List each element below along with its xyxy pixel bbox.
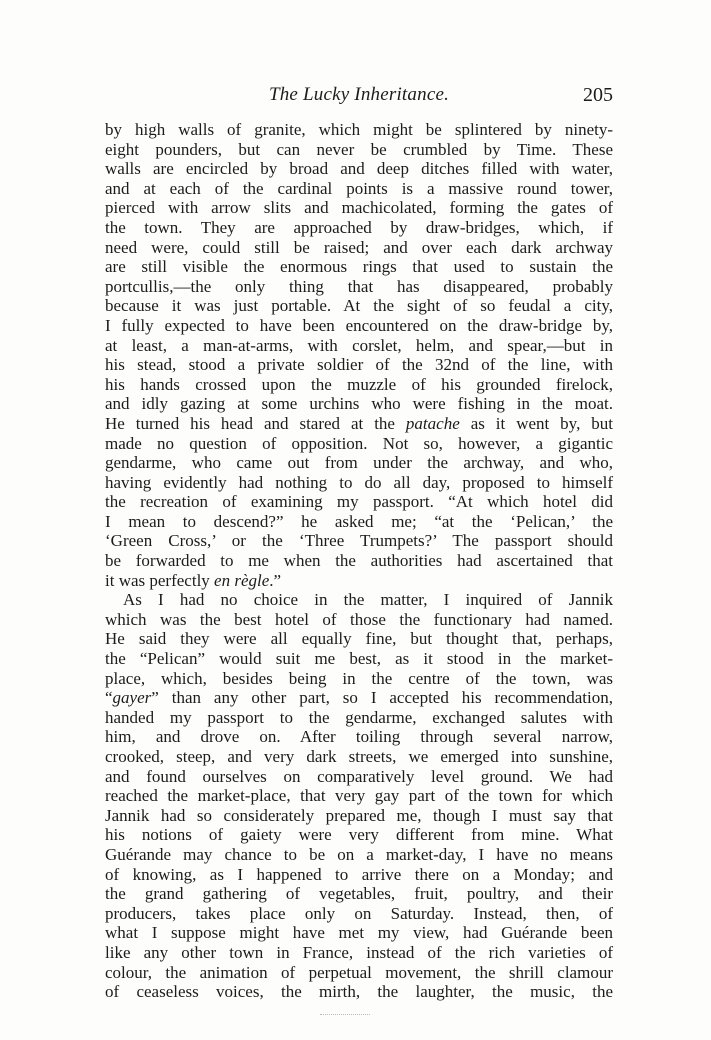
- text-line: [105, 198, 613, 218]
- text-line: [105, 394, 613, 414]
- text-segment: pierced with arrow slits and machicolated, forming the gates of: [105, 198, 613, 218]
- text-segment: Guérande may chance to be on a market-day, I have no means: [105, 844, 613, 864]
- text-line: [105, 629, 613, 649]
- text-line: [105, 747, 613, 767]
- text-line: [105, 904, 613, 924]
- text-line: [105, 551, 613, 571]
- text-segment: it was perfectly: [105, 570, 215, 590]
- text-line: [105, 825, 613, 845]
- text-line: [105, 786, 613, 806]
- text-segment: like any other town in France, instead of the rich varieties of: [105, 942, 613, 962]
- text-segment: portcullis,—the only thing that has disappeared, probably: [105, 276, 613, 296]
- text-segment: ” than any other part, so I accepted his recommendation,: [151, 688, 613, 708]
- text-line: [105, 865, 613, 885]
- text-segment: .”: [269, 570, 282, 590]
- text-segment: at least, a man-at-arms, with corslet, helm, and spear,—but in: [105, 335, 613, 355]
- text-line: [105, 473, 613, 493]
- text-line: [105, 120, 613, 140]
- text-segment: ‘Green Cross,’ or the ‘Three Trumpets?’ The passport should: [105, 531, 613, 551]
- text-line: [105, 649, 613, 669]
- text-line: [105, 434, 613, 454]
- italic-text: gayer: [112, 688, 152, 708]
- text-line: [105, 982, 613, 1002]
- italic-text: en règle: [214, 570, 270, 590]
- page-header: [105, 84, 613, 108]
- text-segment: “: [105, 688, 113, 708]
- text-segment: producers, takes place only on Saturday. Instead, then, of: [105, 903, 613, 923]
- text-segment: which was the best hotel of those the functionary had named.: [105, 609, 613, 629]
- text-segment: handed my passport to the gendarme, exchanged salutes with: [105, 707, 613, 727]
- text-segment: what I suppose might have met my view, had Guérande been: [105, 923, 613, 943]
- text-line: [105, 610, 613, 630]
- text-line: [105, 708, 613, 728]
- text-segment: by high walls of granite, which might be splintered by ninety-: [105, 120, 613, 139]
- text-segment: be forwarded to me when the authorities had ascertained that: [105, 551, 613, 571]
- text-segment: the grand gathering of vegetables, fruit, poultry, and their: [105, 884, 613, 904]
- italic-text: patache: [405, 413, 460, 433]
- text-line: [105, 159, 613, 179]
- print-smudge: [320, 1014, 370, 1021]
- text-line: [105, 590, 613, 610]
- text-line: [105, 512, 613, 532]
- text-segment: made no question of opposition. Not so, however, a gigantic: [105, 433, 613, 453]
- text-segment: crooked, steep, and very dark streets, we emerged into sunshine,: [105, 747, 613, 766]
- text-line: [105, 316, 613, 336]
- text-line: [105, 179, 613, 199]
- text-line: [105, 806, 613, 826]
- text-line: [105, 884, 613, 904]
- text-segment: need were, could still be raised; and over each dark archway: [105, 237, 613, 257]
- text-line: [105, 531, 613, 551]
- text-segment: and at each of the cardinal points is a massive round tower,: [105, 178, 613, 198]
- text-segment: He turned his head and stared at the: [105, 413, 406, 433]
- text-segment: I fully expected to have been encountered on the draw-bridge by,: [105, 315, 613, 335]
- text-segment: reached the market-place, that very gay part of the town for which: [105, 786, 613, 806]
- text-line: [105, 375, 613, 395]
- text-segment: his notions of gaiety were very different from mine. What: [105, 825, 613, 845]
- text-segment: of knowing, as I happened to arrive there on a Monday; and: [105, 864, 613, 884]
- text-segment: his stead, stood a private soldier of the 32nd of the line, with: [105, 355, 613, 375]
- text-segment: the recreation of examining my passport. “At which hotel did: [105, 492, 613, 512]
- text-segment: him, and drove on. After toiling through several narrow,: [105, 727, 613, 747]
- text-line: [105, 355, 613, 375]
- text-line: [105, 845, 613, 865]
- text-segment: walls are encircled by broad and deep ditches filled with water,: [105, 159, 613, 179]
- text-line: [105, 336, 613, 356]
- text-segment: and found ourselves on comparatively level ground. We had: [105, 766, 613, 786]
- text-segment: the town. They are approached by draw-bridges, which, if: [105, 217, 613, 237]
- text-line: [105, 571, 613, 591]
- text-line: [105, 727, 613, 747]
- text-line: [105, 453, 613, 473]
- text-line: [105, 238, 613, 258]
- text-line: [105, 296, 613, 316]
- text-segment: As I had no choice in the matter, I inquired of Jannik: [123, 590, 613, 610]
- text-segment: gendarme, who came out from under the archway, and who,: [105, 453, 613, 473]
- text-line: [105, 257, 613, 277]
- text-line: [105, 277, 613, 297]
- text-segment: as it went by, but: [459, 413, 613, 433]
- text-segment: his hands crossed upon the muzzle of his grounded firelock,: [105, 374, 613, 394]
- text-segment: of ceaseless voices, the mirth, the laughter, the music, the: [105, 982, 613, 1002]
- running-title: The Lucky Inheritance.: [268, 84, 450, 105]
- text-segment: I mean to descend?” he asked me; “at the ‘Pelican,’ the: [105, 511, 613, 531]
- text-line: [105, 943, 613, 963]
- text-segment: place, which, besides being in the centre of the town, was: [105, 668, 613, 688]
- text-segment: having evidently had nothing to do all day, proposed to himself: [105, 472, 613, 492]
- page-number: 205: [583, 84, 613, 106]
- text-segment: the “Pelican” would suit me best, as it stood in the market-: [105, 649, 613, 669]
- text-line: [105, 688, 613, 708]
- text-line: [105, 492, 613, 512]
- text-line: [105, 767, 613, 787]
- body-text: [105, 120, 613, 1002]
- text-line: [105, 923, 613, 943]
- text-line: [105, 963, 613, 983]
- text-line: [105, 669, 613, 689]
- text-line: [105, 218, 613, 238]
- text-segment: are still visible the enormous rings that used to sustain the: [105, 257, 613, 277]
- text-segment: and idly gazing at some urchins who were fishing in the moat.: [105, 394, 613, 414]
- text-segment: colour, the animation of perpetual movement, the shrill clamour: [105, 962, 613, 982]
- text-segment: Jannik had so considerately prepared me, though I must say that: [105, 805, 613, 825]
- text-segment: because it was just portable. At the sight of so feudal a city,: [105, 296, 613, 316]
- text-segment: eight pounders, but can never be crumbled by Time. These: [105, 139, 613, 159]
- text-line: [105, 140, 613, 160]
- text-line: [105, 414, 613, 434]
- text-segment: He said they were all equally fine, but thought that, perhaps,: [105, 629, 613, 649]
